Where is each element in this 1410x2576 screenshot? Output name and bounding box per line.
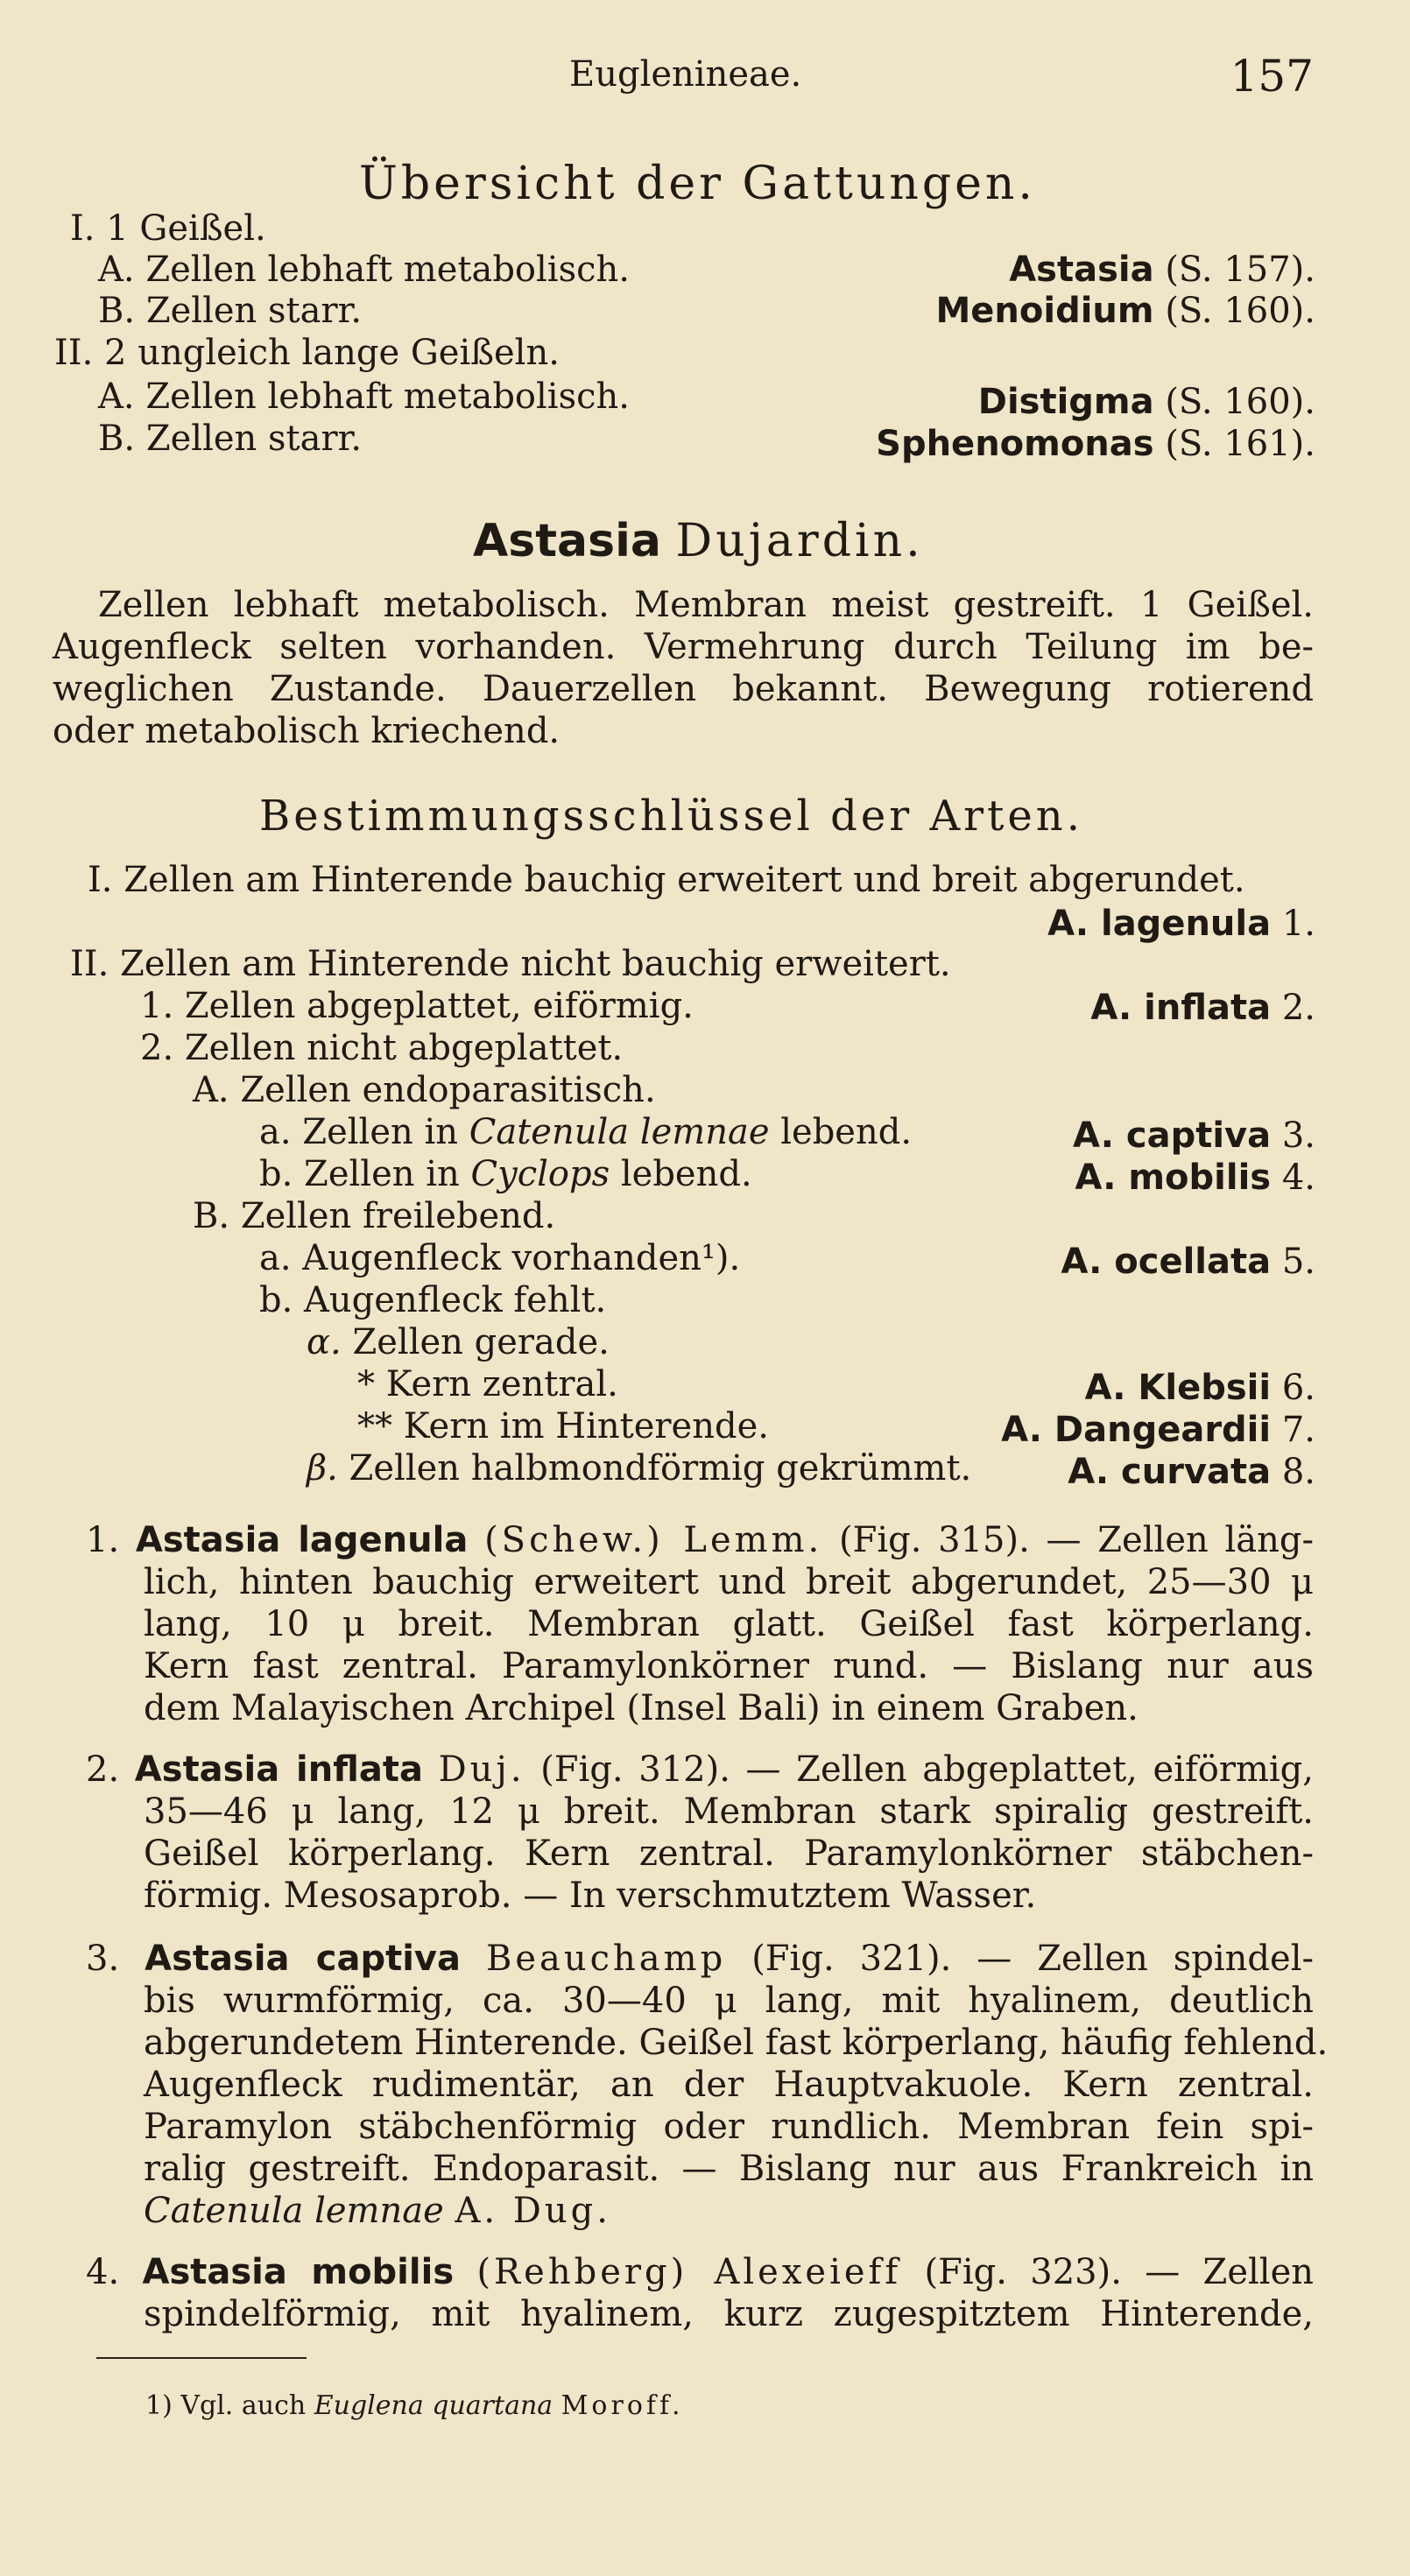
- species-entry-line: lich, hinten bauchig erweitert und breit abgerundet, 25—30 μ: [144, 1562, 1314, 1602]
- species-result: A. Dangeardii: [1001, 1410, 1272, 1450]
- species-entry-first-line: [86, 1939, 1314, 1979]
- overview-row: B. Zellen starr.: [98, 419, 363, 459]
- species-result: A. captiva: [1073, 1116, 1272, 1156]
- species-result: A. inflata: [1090, 988, 1272, 1028]
- species-entry-text: (Fig. 321). — Zellen spindel-: [751, 1939, 1314, 1979]
- species-entry-line: bis wurmförmig, ca. 30—40 μ lang, mit hyalinem, deutlich: [144, 1981, 1314, 2021]
- overview-row-ref: [1009, 250, 1315, 290]
- species-entry-number: 1.: [86, 1520, 120, 1560]
- key-row: A. Zellen endoparasitisch.: [193, 1070, 656, 1110]
- genus-name: Sphenomonas: [876, 424, 1154, 464]
- species-entry-author: (Schew.) Lemm.: [484, 1520, 823, 1560]
- species-entry-name: Astasia lagenula: [135, 1520, 469, 1560]
- species-entry-line: dem Malayischen Archipel (Insel Bali) in einem Graben.: [144, 1688, 1139, 1728]
- key-row-text: b. Zellen in: [259, 1154, 471, 1194]
- overview-row-ref: [978, 382, 1315, 422]
- species-entry-first-line: [86, 1749, 1314, 1790]
- key-row: [259, 1154, 752, 1194]
- species-entry-first-line: [86, 2252, 1314, 2292]
- genus-heading-author: Dujardin.: [675, 515, 924, 567]
- genus-description-line: oder metabolisch kriechend.: [53, 711, 560, 751]
- species-entry-name: Astasia inflata: [134, 1749, 423, 1790]
- species-entry-line: spindelförmig, mit hyalinem, kurz zugespitztem Hinterende,: [144, 2294, 1314, 2334]
- page-ref: (S. 160).: [1165, 291, 1315, 331]
- key-row: 2. Zellen nicht abgeplattet.: [140, 1028, 624, 1068]
- species-result: A. mobilis: [1075, 1158, 1272, 1198]
- overview-row-ref: [935, 291, 1315, 331]
- overview-row-ref: [876, 424, 1315, 464]
- key-row: [307, 1448, 971, 1489]
- overview-row: II. 2 ungleich lange Geißeln.: [54, 333, 560, 373]
- key-row-result: [1073, 1116, 1315, 1156]
- key-row: a. Augenfleck vorhanden¹).: [259, 1238, 741, 1278]
- species-entry-line: Augenfleck rudimentär, an der Hauptvakuole. Kern zentral.: [144, 2065, 1314, 2105]
- key-row-italic: Catenula lemnae: [469, 1112, 770, 1152]
- key-row-result: [1061, 1242, 1315, 1282]
- key-row-result: [1068, 1452, 1315, 1492]
- species-entry-italic: Catenula lemnae: [144, 2191, 444, 2231]
- key-row-text: a. Zellen in: [259, 1112, 469, 1152]
- genus-name: Distigma: [977, 382, 1154, 422]
- key-row-result: [1001, 1410, 1315, 1450]
- species-entry-text: (Fig. 315). — Zellen läng-: [838, 1520, 1314, 1560]
- key-row: I. Zellen am Hinterende bauchig erweitert und breit abgerundet.: [88, 860, 1245, 900]
- species-number: 4.: [1281, 1158, 1315, 1198]
- species-result: A. ocellata: [1061, 1242, 1272, 1282]
- key-row: B. Zellen freilebend.: [193, 1196, 556, 1236]
- footnote: [145, 2390, 684, 2421]
- key-row-label: β.: [307, 1448, 338, 1489]
- species-entry-line: abgerundetem Hinterende. Geißel fast körperlang, häufig fehlend.: [144, 2023, 1329, 2063]
- key-title: Bestimmungsschlüssel der Arten.: [259, 792, 1083, 841]
- key-row-text: Zellen halbmondförmig gekrümmt.: [337, 1448, 972, 1489]
- species-entry-text: (Fig. 312). — Zellen abgeplattet, eiförmig,: [540, 1749, 1314, 1790]
- key-row-result: [1075, 1158, 1315, 1198]
- overview-title: Übersicht der Gattungen.: [359, 158, 1036, 210]
- genus-name: Menoidium: [935, 291, 1154, 331]
- species-entry-author: (Rehberg) Alexeieff: [476, 2252, 902, 2292]
- species-number: 5.: [1281, 1242, 1315, 1282]
- species-number: 1.: [1281, 904, 1315, 944]
- species-number: 7.: [1281, 1410, 1315, 1450]
- genus-name: Astasia: [1009, 250, 1154, 290]
- key-row-text: lebend.: [610, 1154, 752, 1194]
- key-row-result: [1090, 988, 1315, 1028]
- key-row: 1. Zellen abgeplattet, eiförmig.: [140, 986, 694, 1026]
- species-entry-number: 4.: [86, 2252, 120, 2292]
- key-row-result: [1047, 904, 1315, 944]
- genus-description-line: Zellen lebhaft metabolisch. Membran meist gestreift. 1 Geißel.: [98, 585, 1314, 625]
- species-entry-line: ralig gestreift. Endoparasit. — Bislang nur aus Frankreich in: [144, 2149, 1314, 2189]
- page-ref: (S. 160).: [1165, 382, 1315, 422]
- species-entry-line: Kern fast zentral. Paramylonkörner rund. — Bislang nur aus: [144, 1646, 1314, 1686]
- key-row-result: [1085, 1368, 1315, 1408]
- key-row-text: Zellen gerade.: [341, 1322, 610, 1362]
- page-number: 157: [1230, 51, 1314, 102]
- key-row-italic: Cyclops: [470, 1154, 610, 1194]
- overview-row: A. Zellen lebhaft metabolisch.: [98, 377, 630, 417]
- overview-row: I. 1 Geißel.: [70, 208, 266, 249]
- species-entry-number: 3.: [86, 1939, 120, 1979]
- key-row-text: lebend.: [769, 1112, 913, 1152]
- page-ref: (S. 161).: [1165, 424, 1315, 464]
- key-row: II. Zellen am Hinterende nicht bauchig erweitert.: [70, 944, 951, 984]
- species-entry-line: lang, 10 μ breit. Membran glatt. Geißel fast körperlang.: [144, 1604, 1314, 1644]
- key-row: ** Kern im Hinterende.: [357, 1406, 769, 1446]
- species-entry-author: Beauchamp: [485, 1939, 727, 1979]
- page-ref: (S. 157).: [1165, 250, 1315, 290]
- genus-description-line: weglichen Zustande. Dauerzellen bekannt. Bewegung rotierend: [53, 669, 1314, 709]
- key-row: [259, 1112, 912, 1152]
- species-entry-name: Astasia mobilis: [142, 2252, 455, 2292]
- species-number: 8.: [1281, 1452, 1315, 1492]
- running-head: Euglenineae.: [569, 54, 802, 95]
- footnote-mark: 1) Vgl. auch: [145, 2390, 307, 2421]
- species-number: 3.: [1281, 1116, 1315, 1156]
- species-entry-line: 35—46 μ lang, 12 μ breit. Membran stark spiralig gestreift.: [144, 1791, 1314, 1832]
- species-entry-text: (Fig. 323). — Zellen: [924, 2252, 1315, 2292]
- species-entry-line: Geißel körperlang. Kern zentral. Paramylonkörner stäbchen-: [144, 1833, 1314, 1874]
- overview-row: B. Zellen starr.: [98, 291, 363, 331]
- genus-heading-name: Astasia: [473, 515, 662, 567]
- key-row-label: α.: [307, 1322, 342, 1362]
- footnote-author: Moroff.: [560, 2390, 684, 2421]
- species-number: 6.: [1281, 1368, 1315, 1408]
- species-entry-line: [144, 2191, 611, 2231]
- species-result: A. curvata: [1068, 1452, 1272, 1492]
- footnote-rule: [96, 2357, 307, 2359]
- species-entry-author: Duj.: [438, 1749, 525, 1790]
- genus-description-line: Augenfleck selten vorhanden. Vermehrung durch Teilung im be-: [53, 627, 1314, 667]
- overview-row: A. Zellen lebhaft metabolisch.: [98, 250, 630, 290]
- species-number: 2.: [1281, 988, 1315, 1028]
- genus-heading: [473, 515, 924, 567]
- species-entry-line: förmig. Mesosaprob. — In verschmutztem Wasser.: [144, 1876, 1037, 1916]
- species-result: A. Klebsii: [1084, 1368, 1272, 1408]
- species-entry-name: Astasia captiva: [145, 1939, 461, 1979]
- key-row: * Kern zentral.: [357, 1364, 618, 1404]
- key-row: b. Augenfleck fehlt.: [259, 1280, 607, 1320]
- key-row: [307, 1322, 610, 1362]
- species-entry-first-line: [86, 1520, 1314, 1560]
- species-result: A. lagenula: [1047, 904, 1272, 944]
- footnote-italic: Euglena quartana: [314, 2390, 553, 2421]
- species-entry-author: A. Dug.: [455, 2191, 611, 2231]
- species-entry-number: 2.: [86, 1749, 120, 1790]
- species-entry-line: Paramylon stäbchenförmig oder rundlich. Membran fein spi-: [144, 2107, 1314, 2147]
